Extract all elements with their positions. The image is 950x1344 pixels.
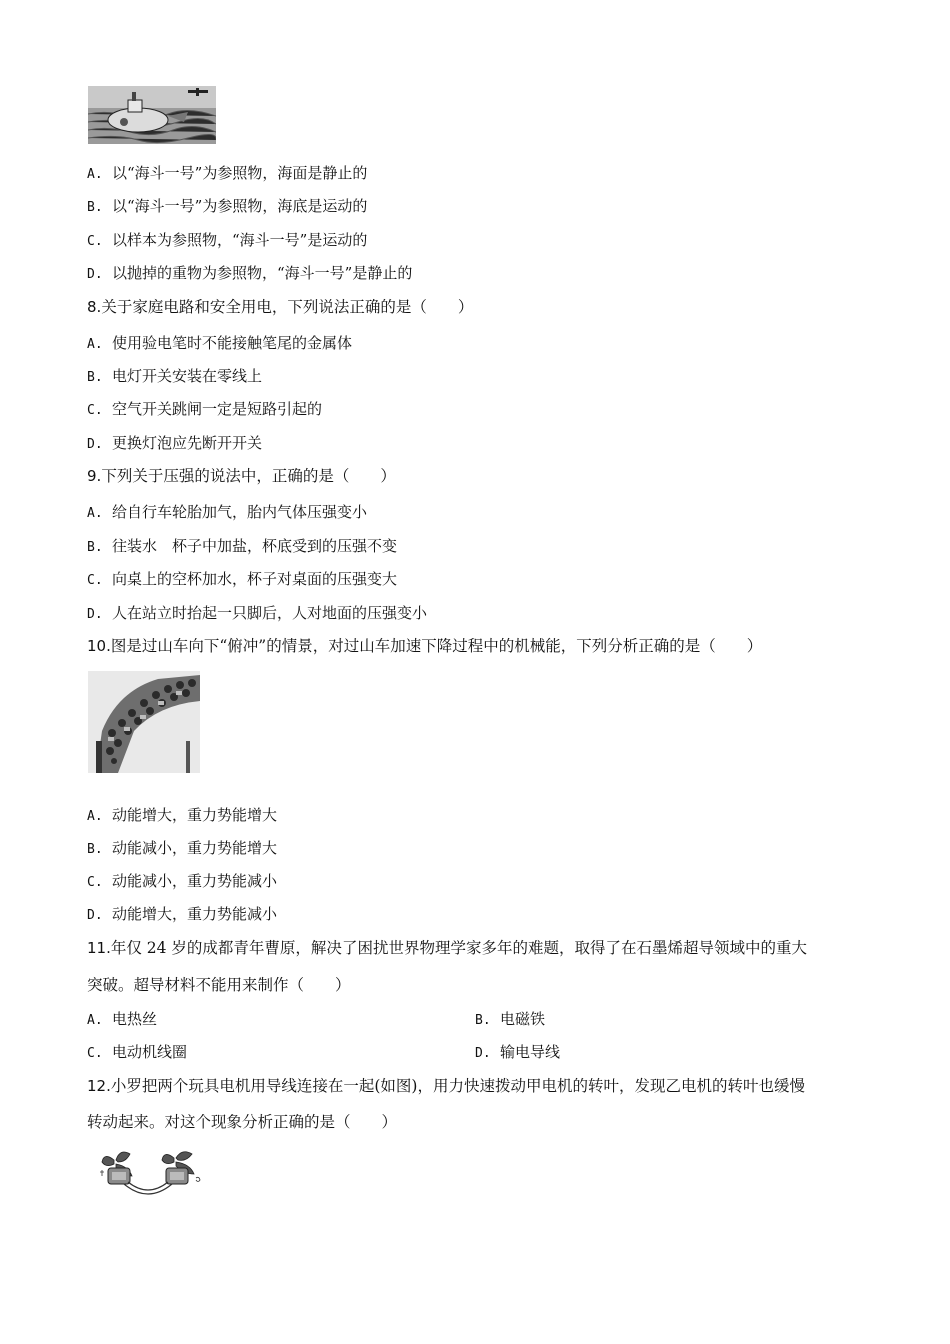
q12-stem-line2: 转动起来。对这个现象分析正确的是（ ） bbox=[87, 1113, 398, 1131]
q9-stem: 9.下列关于压强的说法中，正确的是（ ） bbox=[87, 467, 396, 485]
q11-option-d: D. 输电导线 bbox=[475, 1043, 561, 1061]
q10-option-c: C. 动能减小，重力势能减小 bbox=[87, 872, 278, 890]
submarine-photo bbox=[88, 86, 216, 144]
q7-option-b: B. 以“海斗一号”为参照物，海底是运动的 bbox=[87, 197, 368, 215]
q7-option-d: D. 以抛掉的重物为参照物，“海斗一号”是静止的 bbox=[87, 264, 413, 282]
q10-option-b: B. 动能减小，重力势能增大 bbox=[87, 839, 278, 857]
q9-option-b: B. 往装水 杯子中加盐，杯底受到的压强不变 bbox=[87, 537, 398, 555]
q7-option-a: A. 以“海斗一号”为参照物，海面是静止的 bbox=[87, 164, 368, 182]
q10-option-d: D. 动能增大，重力势能减小 bbox=[87, 905, 278, 923]
q7-option-c: C. 以样本为参照物，“海斗一号”是运动的 bbox=[87, 231, 368, 249]
q8-option-c: C. 空气开关跳闸一定是短路引起的 bbox=[87, 400, 323, 418]
q11-stem-line1: 11.年仅 24 岁的成都青年曹原，解决了困扰世界物理学家多年的难题，取得了在石墨烯超导领域中的重大 bbox=[87, 939, 807, 957]
q8-option-b: B. 电灯开关安装在零线上 bbox=[87, 367, 263, 385]
q10-option-a: A. 动能增大，重力势能增大 bbox=[87, 806, 278, 824]
q12-stem-line1: 12.小罗把两个玩具电机用导线连接在一起(如图)，用力快速拨动甲电机的转叶，发现乙电机的转叶也缓慢 bbox=[87, 1077, 805, 1095]
q11-stem-line2: 突破。超导材料不能用来制作（ ） bbox=[87, 976, 351, 994]
q9-option-c: C. 向桌上的空杯加水，杯子对桌面的压强变大 bbox=[87, 570, 398, 588]
q8-stem: 8.关于家庭电路和安全用电，下列说法正确的是（ ） bbox=[87, 298, 474, 316]
q9-option-a: A. 给自行车轮胎加气，胎内气体压强变小 bbox=[87, 503, 368, 521]
q11-option-b: B. 电磁铁 bbox=[475, 1010, 546, 1028]
q9-option-d: D. 人在站立时抬起一只脚后，人对地面的压强变小 bbox=[87, 604, 428, 622]
q8-option-d: D. 更换灯泡应先断开开关 bbox=[87, 434, 263, 452]
q11-option-a: A. 电热丝 bbox=[87, 1010, 158, 1028]
q11-option-c: C. 电动机线圈 bbox=[87, 1043, 188, 1061]
two-motors-diagram bbox=[98, 1148, 208, 1204]
q8-option-a: A. 使用验电笔时不能接触笔尾的金属体 bbox=[87, 334, 353, 352]
roller-coaster-photo bbox=[88, 671, 200, 773]
q10-stem: 10.图是过山车向下“俯冲”的情景，对过山车加速下降过程中的机械能，下列分析正确的是（ ） bbox=[87, 637, 763, 655]
